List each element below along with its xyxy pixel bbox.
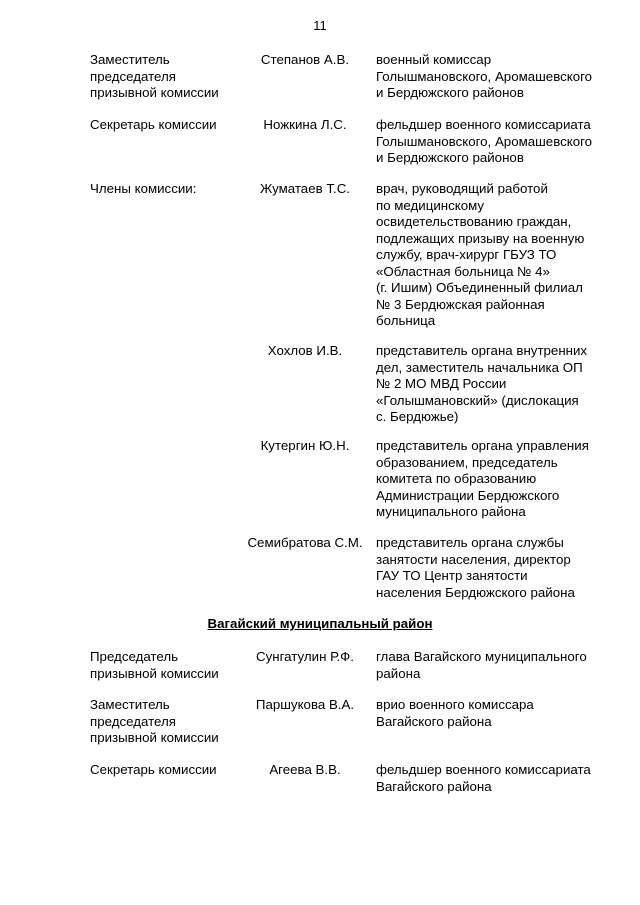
entry-name: Жуматаев Т.С.	[259, 181, 350, 196]
entry-name: Кутергин Ю.Н.	[260, 438, 350, 453]
entry-description: военный комиссар Голышмановского, Аромашевского и Бердюжского районов	[376, 52, 593, 100]
entry-name: Агеева В.В.	[269, 762, 341, 777]
entry-role: Члены комиссии:	[90, 181, 197, 196]
entry-name: Ножкина Л.С.	[263, 117, 347, 132]
entry-description: фельдшер военного комиссариата Вагайского района	[376, 762, 591, 794]
entry-description: представитель органа управления образованием, председатель комитета по образованию Администрации Бердюжского муниципального района	[376, 438, 589, 519]
entry-name: Сунгатулин Р.Ф.	[256, 649, 354, 664]
entry-name: Степанов А.В.	[260, 52, 350, 67]
entry-description: представитель органа внутренних дел, заместитель начальника ОП № 2 МО МВД России «Голышмановский» (дислокация с. Бердюжье)	[376, 343, 588, 424]
entry-name: Семибратова С.М.	[247, 535, 363, 550]
entry-role: Заместитель председателя призывной комиссии	[90, 697, 219, 745]
entry-role: Секретарь комиссии	[90, 117, 217, 132]
page-number: 11	[313, 18, 327, 33]
entry-description: глава Вагайского муниципального района	[376, 649, 587, 681]
entry-role: Секретарь комиссии	[90, 762, 217, 777]
section-heading: Вагайский муниципальный район	[207, 616, 433, 631]
entry-role: Председатель призывной комиссии	[90, 649, 219, 681]
entry-description: врио военного комиссара Вагайского района	[376, 697, 534, 729]
entry-name: Хохлов И.В.	[267, 343, 343, 358]
entry-description: представитель органа службы занятости населения, директор ГАУ ТО Центр занятости населения Бердюжского района	[376, 535, 575, 600]
entry-description: врач, руководящий работой по медицинскому освидетельствованию граждан, подлежащих призыву на военную службу, врач-хирург ГБУЗ ТО «Областная больница № 4» (г. Ишим) Объединенный филиал № 3 Бердюжская районная больница	[376, 181, 585, 328]
entry-role: Заместитель председателя призывной комиссии	[90, 52, 219, 100]
entry-description: фельдшер военного комиссариата Голышмановского, Аромашевского и Бердюжского районов	[376, 117, 593, 165]
entry-name: Паршукова В.А.	[255, 697, 355, 712]
